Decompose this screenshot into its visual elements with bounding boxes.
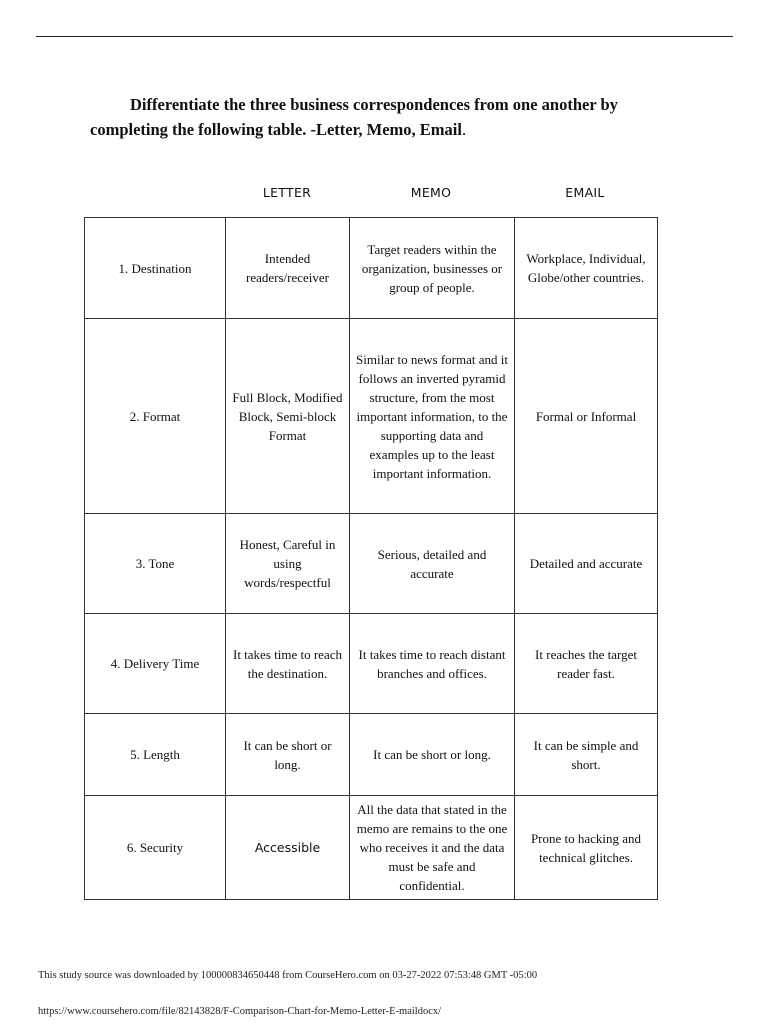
- email-cell: Prone to hacking and technical glitches.: [515, 796, 658, 900]
- memo-cell: It takes time to reach distant branches and offices.: [350, 614, 515, 714]
- memo-cell: Target readers within the organization, businesses or group of people.: [350, 218, 515, 319]
- source-url-link[interactable]: https://www.coursehero.com/file/82143828/F-Comparison-Chart-for-Memo-Letter-E-maildocx/: [38, 1006, 442, 1017]
- assignment-prompt: [90, 92, 650, 142]
- table-row: [85, 796, 658, 900]
- letter-cell: Full Block, Modified Block, Semi-block Format: [226, 319, 350, 514]
- criterion-cell: 1. Destination: [85, 218, 226, 319]
- header-memo: MEMO: [410, 185, 452, 200]
- letter-cell: Intended readers/receiver: [226, 218, 350, 319]
- header-email: EMAIL: [565, 185, 605, 200]
- email-cell: Formal or Informal: [515, 319, 658, 514]
- top-divider: [36, 36, 733, 37]
- memo-cell: Similar to news format and it follows an inverted pyramid structure, from the most important information, to the supporting data and examples up to the least important information.: [350, 319, 515, 514]
- email-cell: Workplace, Individual, Globe/other countries.: [515, 218, 658, 319]
- letter-cell: Honest, Careful in using words/respectful: [226, 514, 350, 614]
- prompt-text: Differentiate the three business correspondences from one another by completing the following table. -Letter, Memo, Email: [90, 95, 618, 139]
- letter-cell: It can be short or long.: [226, 714, 350, 796]
- letter-cell: It takes time to reach the destination.: [226, 614, 350, 714]
- criterion-cell: 5. Length: [85, 714, 226, 796]
- header-letter: LETTER: [262, 185, 312, 200]
- table-row: [85, 714, 658, 796]
- email-cell: It reaches the target reader fast.: [515, 614, 658, 714]
- memo-cell: Serious, detailed and accurate: [350, 514, 515, 614]
- table-row: [85, 614, 658, 714]
- download-notice: This study source was downloaded by 100000834650448 from CourseHero.com on 03-27-2022 07:53:48 GMT -05:00: [38, 970, 538, 981]
- email-cell: Detailed and accurate: [515, 514, 658, 614]
- memo-cell: All the data that stated in the memo are remains to the one who receives it and the data must be safe and confidential.: [350, 796, 515, 900]
- prompt-period: .: [461, 120, 467, 139]
- table-row: [85, 319, 658, 514]
- criterion-cell: 2. Format: [85, 319, 226, 514]
- table-row: [85, 218, 658, 319]
- column-headers: [84, 185, 657, 205]
- email-cell: It can be simple and short.: [515, 714, 658, 796]
- criterion-cell: 4. Delivery Time: [85, 614, 226, 714]
- memo-cell: It can be short or long.: [350, 714, 515, 796]
- comparison-table: [84, 217, 658, 900]
- table-row: [85, 514, 658, 614]
- letter-cell: Accessible: [226, 796, 350, 900]
- criterion-cell: 6. Security: [85, 796, 226, 900]
- criterion-cell: 3. Tone: [85, 514, 226, 614]
